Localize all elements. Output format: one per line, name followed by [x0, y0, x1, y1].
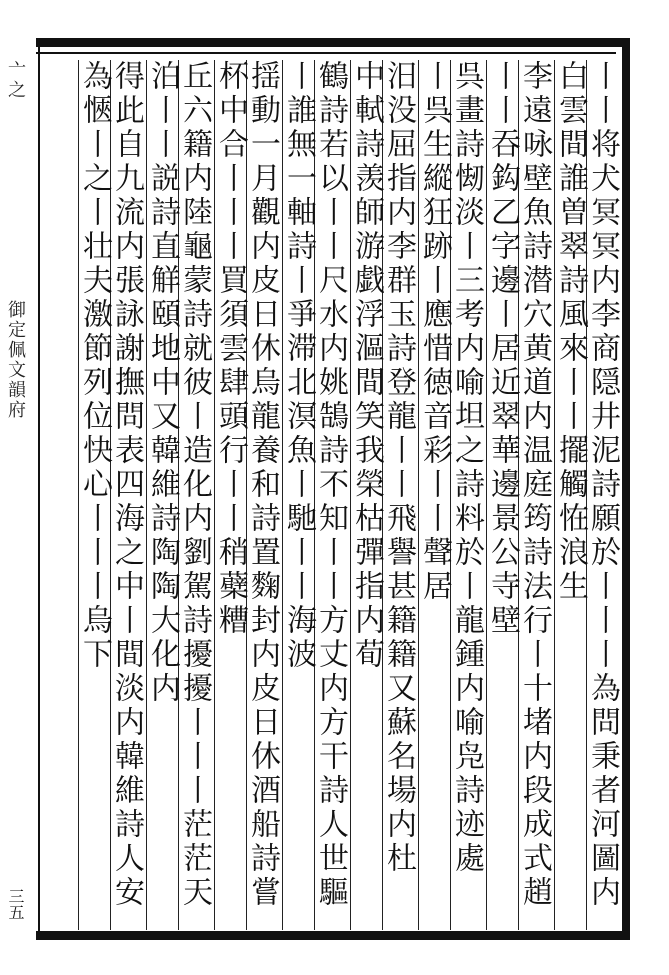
text-column-3 [517, 60, 552, 930]
column-text: 李遠咏壁魚詩潜穴黄道内温庭筠詩法行丨十堵内段成式趙 [517, 60, 552, 910]
text-column-14 [145, 60, 180, 930]
column-text: 鶴詩若以丨丨尺水内姚鵠詩不知丨丨方丈内方干詩人世驅 [313, 60, 348, 910]
column-text: 揺動一月觀内皮日休烏龍養和詩置麴封内皮日休酒船詩嘗 [245, 60, 280, 910]
text-column-15 [109, 60, 144, 930]
column-text: 丨丨将犬冥冥内李商隠井泥詩願於丨丨丨為問秉者河圖内 [585, 60, 620, 910]
text-column-5 [449, 60, 484, 930]
text-column-7 [381, 60, 416, 930]
text-column-6 [417, 60, 452, 930]
column-text: 丨呉生縱狂跡丨應惜徳音彩丨丨聲居 [417, 60, 452, 604]
column-text: 白雲間誰曽翠詩風來丨丨擺觸恠浪生 [553, 60, 588, 604]
top-rule [36, 52, 616, 54]
column-text: 丨誰無一軸詩丨爭滞北溟魚丨馳丨丨海波 [281, 60, 316, 672]
column-text: 汨没屈指内李群玉詩登龍丨丨飛譽甚籍籍又蘇名場内杜 [381, 60, 416, 876]
column-text: 中軾詩羡師游戯浮漚間笑我榮枯彈指内荀 [349, 60, 384, 672]
column-text: 呉畫詩㥘淡丨三考内喻坦之詩料於丨龍鍾内喻凫詩迹處 [449, 60, 484, 876]
margin-top-text: 亠之 [5, 60, 26, 100]
page-number: 三五 [6, 888, 25, 920]
text-column-9 [313, 60, 348, 930]
text-column-13 [177, 60, 212, 930]
text-column-11 [245, 60, 280, 930]
text-column-16 [77, 60, 112, 930]
text-column-12 [213, 60, 248, 930]
text-column-4 [485, 60, 520, 930]
text-column-2 [553, 60, 588, 930]
column-text: 泊丨丨説詩直觧頤地中又韓維詩陶陶大化内 [145, 60, 180, 706]
column-text: 得此自九流内張詠謝撫問表四海之中丨間淡内韓維詩人安 [109, 60, 144, 910]
text-column-10 [281, 60, 316, 930]
column-text: 丘六籍内陸龜蒙詩就彼丨造化内劉駕詩擾擾丨丨丨茫茫天 [177, 60, 212, 910]
book-title: 御定佩文韻府 [5, 300, 26, 420]
column-text: 杯中合丨丨丨買須雲肆頭行丨丨稍蘗糟 [213, 60, 248, 638]
column-text: 丨丨吞鈎乙字邊丨居近翠華邊景公寺壁 [485, 60, 520, 638]
text-column-1 [585, 60, 620, 930]
column-text: 為愜丨之丨壮夫激節列位快心丨丨丨烏下 [77, 60, 112, 672]
text-column-8 [349, 60, 384, 930]
